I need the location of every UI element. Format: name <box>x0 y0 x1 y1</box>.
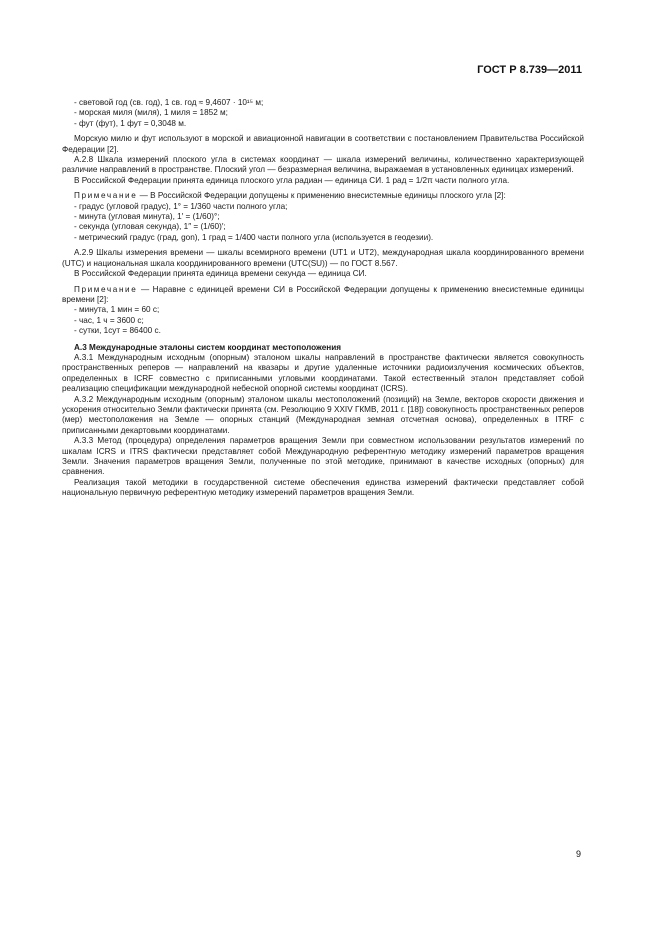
list-item: - фут (фут), 1 фут = 0,3048 м. <box>74 118 187 128</box>
paragraph-a33: А.3.3 Метод (процедура) определения параметров вращения Земли при совместном использовании результатов измерений по шкалам ICRS и ITRS фактически представляет собой Международную референтную методику измерений параметров вращения Земли. Значения параметров вращения Земли, полученные по этой методике, принимают в качестве исходных (опорных) для сравнения. <box>62 436 584 477</box>
paragraph-a31: А.3.1 Международным исходным (опорным) эталоном шкалы направлений в пространстве фактически является совокупность пространственных реперов — направлений на квазары и другие удаленные источники радиоизлучения космических объектов, определенных в ICRF совместно с приписанными угловыми координатами. Такой естественный эталон представляет собой реализацию спецификации международной небесной опорной системы координат (ICRS). <box>62 352 584 394</box>
list-item: - секунда (угловая секунда), 1″ = (1/60)′; <box>74 222 226 232</box>
list-item: - световой год (св. год), 1 св. год ≈ 9,4607 · 10¹⁵ м; <box>74 98 264 107</box>
list-item: - сутки, 1сут = 86400 с. <box>74 326 161 336</box>
page-body <box>62 98 584 499</box>
paragraph-second: В Российской Федерации принята единица времени секунда — единица СИ. <box>74 269 367 279</box>
paragraph-final: Реализация такой методики в государственной системе обеспечения единства измерений фактически представляет собой национальную первичную референтную методику измерений параметров вращения Земли. <box>62 477 584 498</box>
note-angle-units <box>62 191 584 201</box>
paragraph-radian: В Российской Федерации принята единица плоского угла радиан — единица СИ. 1 рад = 1/2π части полного угла. <box>74 175 510 185</box>
list-item: - минута (угловая минута), 1′ = (1/60)°; <box>74 212 220 222</box>
note-label: Примечание <box>74 191 138 201</box>
page-number: 9 <box>575 849 581 859</box>
note-label: Примечание <box>74 284 138 294</box>
note-text: — В Российской Федерации допущены к применению внесистемные единицы плоского угла [2]: <box>137 191 506 201</box>
standard-header: ГОСТ Р 8.739—2011 <box>477 64 582 76</box>
list-item: - метрический градус (град, gon), 1 град = 1/400 части полного угла (используется в геодезии). <box>74 232 434 242</box>
list-item: - минута, 1 мин = 60 с; <box>74 305 160 315</box>
note-time-units <box>62 285 584 306</box>
paragraph-a29: А.2.9 Шкалы измерения времени — шкалы всемирного времени (UT1 и UT2), международная шкала координированного времени (UTC) и национальная шкала координированного времени (UTC(SU)) — по ГОСТ 8.567. <box>62 248 584 268</box>
list-item: - морская миля (миля), 1 миля = 1852 м; <box>74 108 228 118</box>
paragraph-a32: А.3.2 Международным исходным (опорным) эталоном шкалы местоположений (позиций) на Земле, векторов скорости движения и ускорения относительно Земли фактически принята (см. Резолюцию 9 XXIV ГКМВ, 2011 г. [18]) совокупность пространственных реперов (мер) местоположения на Земле — опорных станций (Международная земная отсчетная основа), определенных в ITRF с приписанными декартовыми координатами. <box>62 394 584 435</box>
note-text: — Наравне с единицей времени СИ в Российской Федерации допущены к применению внесистемные единицы времени [2]: <box>62 284 584 304</box>
section-heading-a3: А.3 Международные эталоны систем координат местоположения <box>74 342 341 352</box>
paragraph-a28: А.2.8 Шкала измерений плоского угла в системах координат — шкала измерений величины, количественно характеризующей различие направлений в пространстве. Плоский угол — безразмерная величина, выражаемая в установленных единицах измерений. <box>62 155 584 175</box>
paragraph-nautical-mile: Морскую милю и фут используют в морской и авиационной навигации в соответствии с постановлением Правительства Российской Федерации [2]. <box>62 134 584 154</box>
list-item: - градус (угловой градус), 1° = 1/360 части полного угла; <box>74 201 288 211</box>
list-item: - час, 1 ч = 3600 с; <box>74 315 144 325</box>
